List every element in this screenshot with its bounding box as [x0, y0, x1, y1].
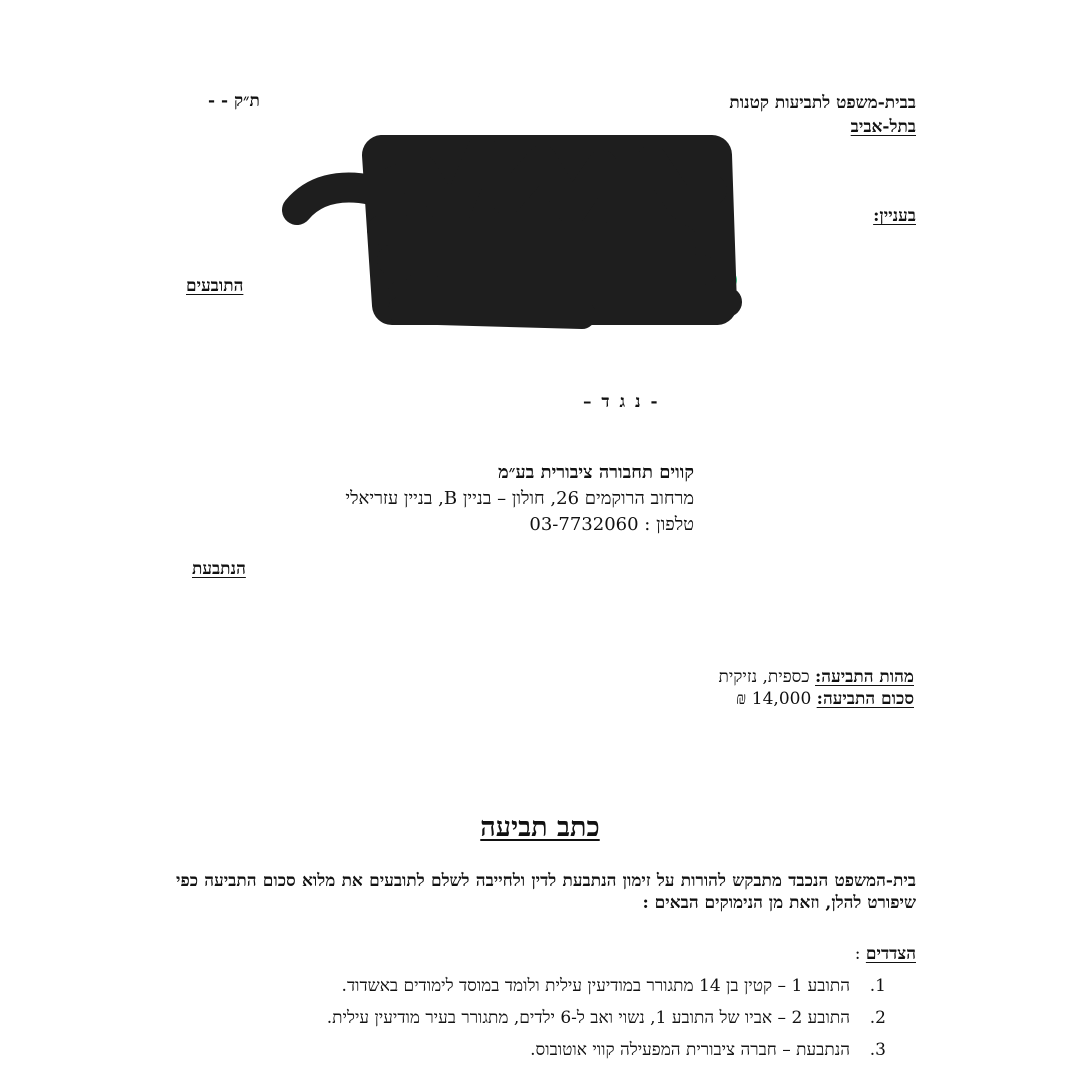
claim-nature-value: כספית, נזיקית: [718, 667, 816, 687]
in-matter-label: בעניין:: [873, 206, 916, 226]
defendant-details: [345, 460, 694, 538]
list-item-text: התובע 2 – אביו של התובע 1, נשוי ואב ל-6 ילדים, מתגורר בעיר מודיעין עילית.: [326, 1008, 850, 1028]
list-item-text: התובע 1 – קטין בן 14 מתגורר במודיעין עילית ולומד במוסד לימודים באשדוד.: [341, 976, 850, 996]
claim-nature-row: [718, 666, 914, 688]
parties-heading-suffix: :: [854, 944, 866, 964]
defendant-address: מרחוב הרוקמים 26, חולון – בניין B, בניין עזריאלי: [345, 488, 694, 509]
list-item-number: 3.: [869, 1040, 886, 1060]
list-item-text: הנתבעת – חברה ציבורית המפעילה קווי אוטובוס.: [530, 1040, 850, 1060]
defendant-name: קווים תחבורה ציבורית בע״מ: [497, 462, 694, 483]
defendant-phone: טלפון : 03-7732060: [529, 514, 694, 535]
list-item: [327, 976, 886, 1008]
versus-separator: - נ ג ד –: [583, 392, 660, 412]
claim-amount-row: [718, 688, 914, 710]
intro-paragraph: בית-המשפט הנכבד מתבקש להורות על זימון הנתבעת לדין ולחייבה לשלם לתובעים את מלוא סכום התביעה כפי שיפורט להלן, וזאת מן הנימוקים הבאים :: [176, 871, 916, 913]
redaction-scribble: [282, 130, 742, 330]
claim-meta: [718, 666, 914, 710]
parties-list: [327, 976, 886, 1072]
list-item: [327, 1008, 886, 1040]
document-title: כתב תביעה: [480, 812, 600, 843]
list-item-number: 2.: [869, 1008, 886, 1028]
parties-heading: [855, 944, 916, 964]
case-number: ת״ק - -: [208, 91, 260, 111]
claim-amount-value: 14,000 ₪: [736, 689, 817, 709]
parties-heading-text: הצדדים: [865, 944, 916, 964]
court-name-line2: בתל-אביב: [850, 117, 916, 137]
claim-amount-label: סכום התביעה:: [816, 689, 914, 709]
court-name: [729, 91, 916, 139]
defendant-label: הנתבעת: [192, 559, 246, 579]
list-item-number: 1.: [869, 976, 886, 996]
list-item: [327, 1040, 886, 1072]
claim-nature-label: מהות התביעה:: [815, 667, 914, 687]
plaintiffs-label: התובעים: [186, 276, 244, 296]
court-name-line1: בבית-משפט לתביעות קטנות: [729, 93, 916, 113]
